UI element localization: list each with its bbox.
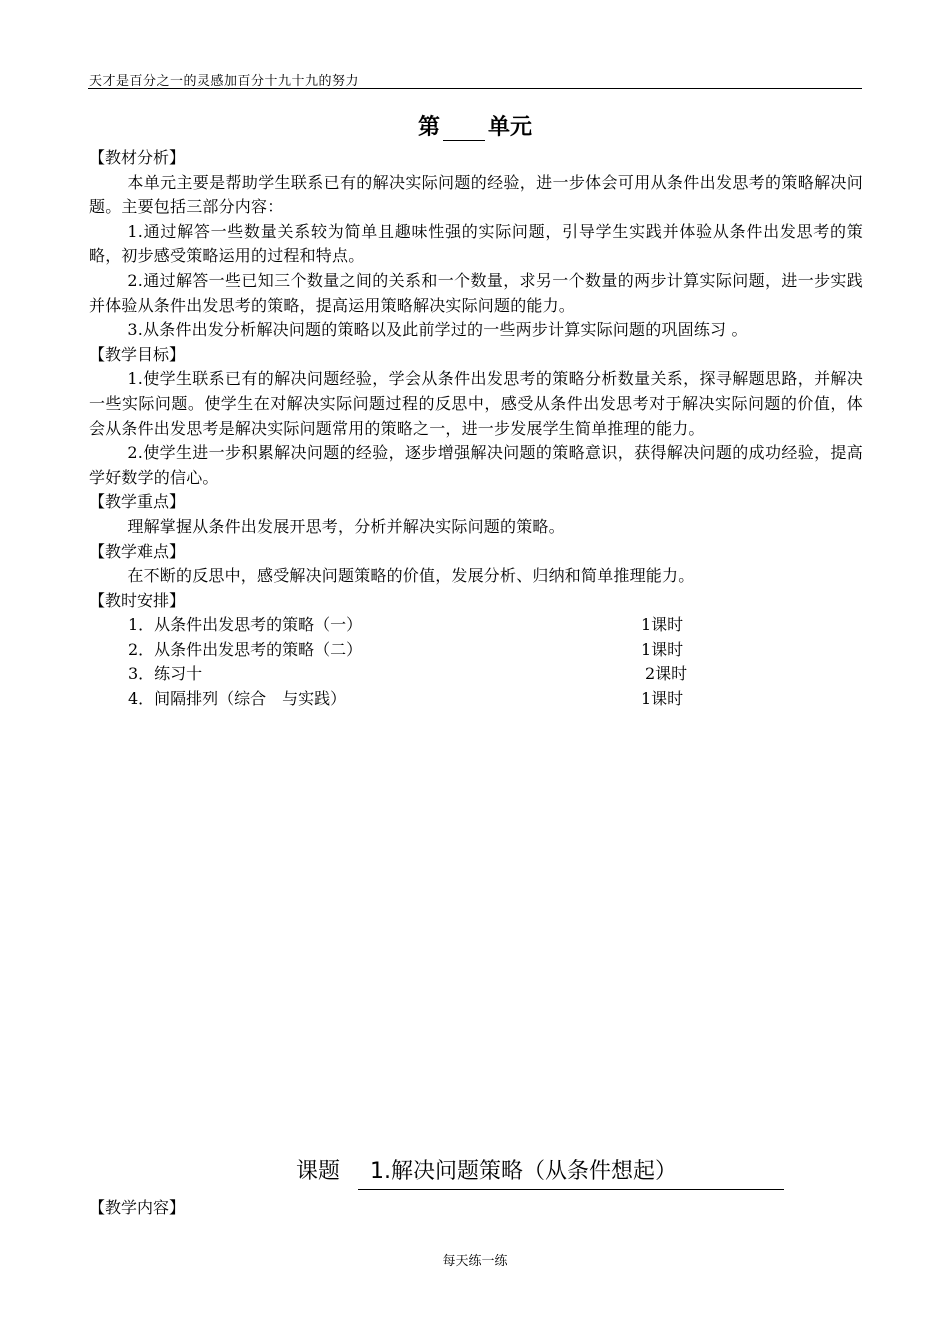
goals-paragraph: 2.使学生进一步积累解决问题的经验，逐步增强解决问题的策略意识，获得解决问题的成功经验，提高学好数学的信心。 [89,443,863,487]
analysis-paragraph: 3.从条件出发分析解决问题的策略以及此前学过的一些两步计算实际问题的巩固练习 。 [127,320,748,340]
analysis-paragraph: 1.通过解答一些数量关系较为简单且趣味性强的实际问题，引导学生实践并体验从条件出发思考的策略，初步感受策略运用的过程和特点。 [89,221,863,266]
lesson-title [296,1154,677,1185]
difficulties-paragraph: 在不断的反思中，感受解决问题策略的价值，发展分析、归纳和简单推理能力。 [127,566,695,586]
schedule-item-name: 4．间隔排列（综合 与实践） [128,689,347,709]
schedule-item-name: 3．练习十 [128,664,203,684]
header-rule [88,88,862,89]
schedule-item-hours: 2课时 [645,664,688,684]
section-heading-goals: 【教学目标】 [89,344,186,364]
section-heading-schedule: 【教时安排】 [89,590,186,610]
schedule-item-name: 1．从条件出发思考的策略（一） [128,615,363,635]
section-heading-content: 【教学内容】 [89,1198,186,1217]
section-heading-analysis: 【教材分析】 [89,148,186,167]
section-heading-difficulties: 【教学难点】 [89,541,186,561]
schedule-item-name: 2．从条件出发思考的策略（二） [128,639,363,659]
key-points-paragraph: 理解掌握从条件出发展开思考，分析并解决实际问题的策略。 [127,516,565,536]
schedule-item [89,662,863,687]
unit-title-prefix: 第 [417,114,440,140]
header-motto: 天才是百分之一的灵感加百分十九十九的努力 [89,74,360,89]
section-heading-key-points: 【教学重点】 [89,492,186,512]
unit-title-suffix: 单元 [488,114,533,140]
unit-title [0,110,950,141]
footer-text: 每天练一练 [442,1254,508,1269]
schedule-list [89,613,863,711]
schedule-item [89,687,863,712]
schedule-item-hours: 1课时 [641,689,684,709]
unit-number-blank [443,118,485,141]
lesson-label: 课题 [296,1159,341,1184]
content-body [89,146,863,712]
schedule-item [89,613,863,638]
schedule-item [89,638,863,663]
lesson-title-underline [358,1189,784,1190]
lesson-title-text: 1.解决问题策略（从条件想起） [370,1159,678,1184]
schedule-item-hours: 1课时 [641,615,684,635]
analysis-paragraph: 2.通过解答一些已知三个数量之间的关系和一个数量，求另一个数量的两步计算实际问题，进一步实践并体验从条件出发思考的策略，提高运用策略解决实际问题的能力。 [89,270,863,315]
analysis-paragraph: 本单元主要是帮助学生联系已有的解决实际问题的经验，进一步体会可用从条件出发思考的策略解决问题。主要包括三部分内容： [89,172,863,217]
schedule-item-hours: 1课时 [641,639,684,659]
goals-paragraph: 1.使学生联系已有的解决问题经验，学会从条件出发思考的策略分析数量关系，探寻解题思路，并解决一些实际问题。使学生在对解决实际问题过程的反思中，感受从条件出发思考对于解决实际问题的价值，体会从条件出发思考是解决实际问题常用的策略之一，进一步发展学生简单推理的能力。 [89,369,863,438]
